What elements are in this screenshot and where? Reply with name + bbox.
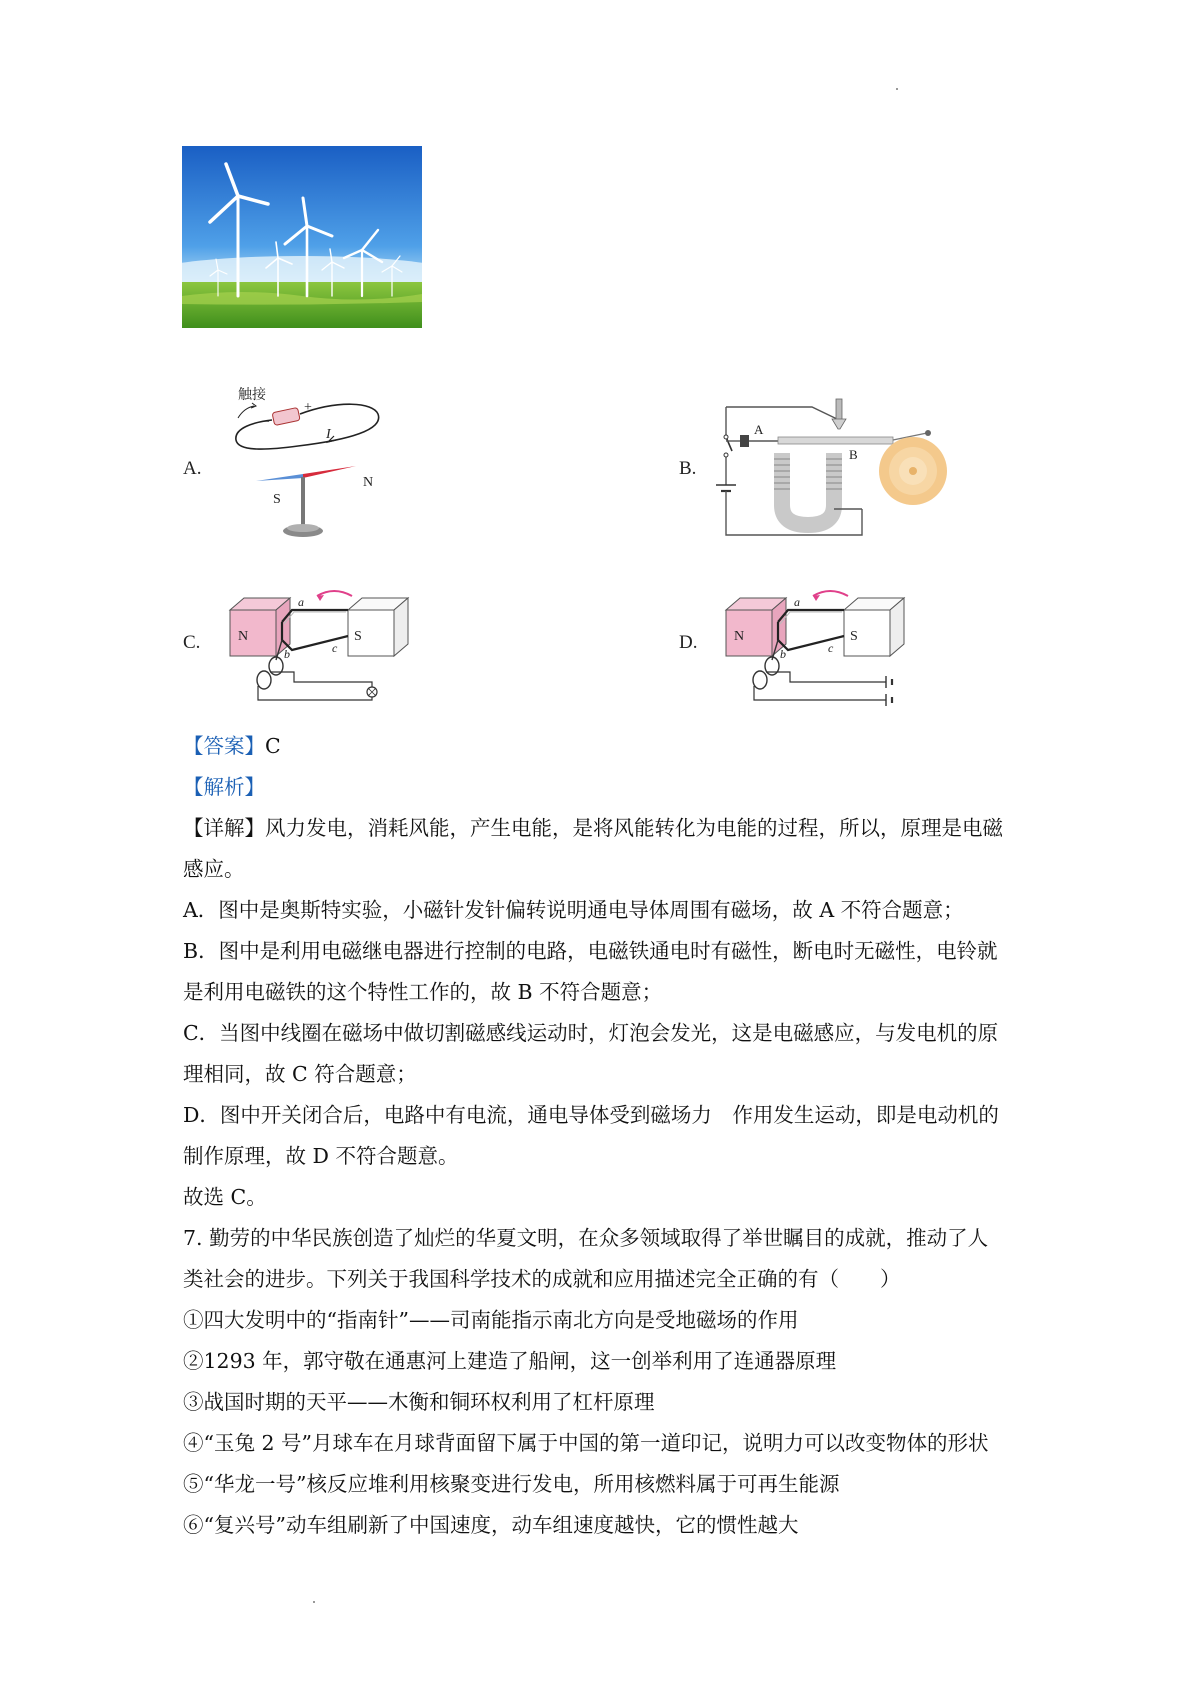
option-c-generator-diagram [222,580,432,706]
south-label: S [273,492,281,507]
detail-line-1 [183,808,1043,848]
answer-value: C [265,734,281,758]
explanation-line: D．图中开关闭合后，电路中有电流，通电导体受到磁场力 作用发生运动，即是电动机的 [183,1103,999,1127]
north-pole-label: N [734,629,745,644]
question-7-line-2: 类社会的进步。下列关于我国科学技术的成就和应用描述完全正确的有（ ） [183,1267,901,1291]
explanation-line: 是利用电磁铁的这个特性工作的，故 B 不符合题意； [183,980,663,1004]
minus-label: − [262,415,270,430]
answer-label: 【答案】 [183,734,265,758]
coil-c-label: c [332,641,338,655]
question-7-item: ③战国时期的天平——木衡和铜环权利用了杠杆原理 [183,1390,655,1414]
coil-a-label: a [298,595,304,609]
analysis-line [183,767,1043,807]
speck [313,1601,315,1603]
explanation-line: A．图中是奥斯特实验，小磁针发针偏转说明通电导体周围有磁场，故 A 不符合题意； [183,898,964,922]
current-label: I [326,427,331,442]
speck [896,88,898,90]
north-pole-label: N [238,629,249,644]
question-7-item: ④“玉兔 2 号”月球车在月球背面留下属于中国的第一道印记，说明力可以改变物体的形状 [183,1431,989,1455]
wind-turbine-photo [182,146,422,328]
coil-b-label: b [780,647,786,661]
detail-text: 风力发电，消耗风能，产生电能，是将风能转化为电能的过程，所以，原理是电磁 [265,816,1003,840]
plus-label: + [304,400,312,415]
explanation-line: B．图中是利用电磁继电器进行控制的电路，电磁铁通电时有磁性，断电时无磁性，电铃就 [183,939,998,963]
question-7-item: ①四大发明中的“指南针”——司南能指示南北方向是受地磁场的作用 [183,1308,799,1332]
option-b-electric-bell-diagram [712,393,952,541]
coil-c-label: c [828,641,834,655]
touch-label: 触接 [238,388,266,403]
armature-b-label: B [849,447,858,462]
option-a-letter: A. [183,458,202,479]
question-7-line-1: 7. 勤劳的中华民族创造了灿烂的华夏文明，在众多领域取得了举世瞩目的成就，推动了人 [183,1226,989,1250]
option-a-oersted-diagram [228,378,398,550]
contact-a-label: A [754,422,764,437]
explanation-line: 制作原理，故 D 不符合题意。 [183,1144,459,1168]
question-7-item: ②1293 年，郭守敬在通惠河上建造了船闸，这一创举利用了连通器原理 [183,1349,837,1373]
option-c-letter: C. [183,632,201,653]
option-b-letter: B. [679,458,697,479]
coil-a-label: a [794,595,800,609]
analysis-label: 【解析】 [183,775,265,799]
question-7-item: ⑤“华龙一号”核反应堆利用核聚变进行发电，所用核燃料属于可再生能源 [183,1472,840,1496]
north-label: N [363,475,374,490]
question-7-item: ⑥“复兴号”动车组刷新了中国速度，动车组速度越快，它的惯性越大 [183,1513,799,1537]
detail-line-2: 感应。 [183,857,245,881]
coil-b-label: b [284,647,290,661]
option-d-motor-diagram [718,580,928,706]
detail-label: 【详解】 [183,816,265,840]
conclusion-line: 故选 C。 [183,1185,267,1209]
south-pole-label: S [354,629,362,644]
explanation-line: C．当图中线圈在磁场中做切割磁感线运动时，灯泡会发光，这是电磁感应，与发电机的原 [183,1021,999,1045]
explanation-line: 理相同，故 C 符合题意； [183,1062,417,1086]
answer-line [183,726,1043,766]
option-d-letter: D. [679,632,698,653]
south-pole-label: S [850,629,858,644]
